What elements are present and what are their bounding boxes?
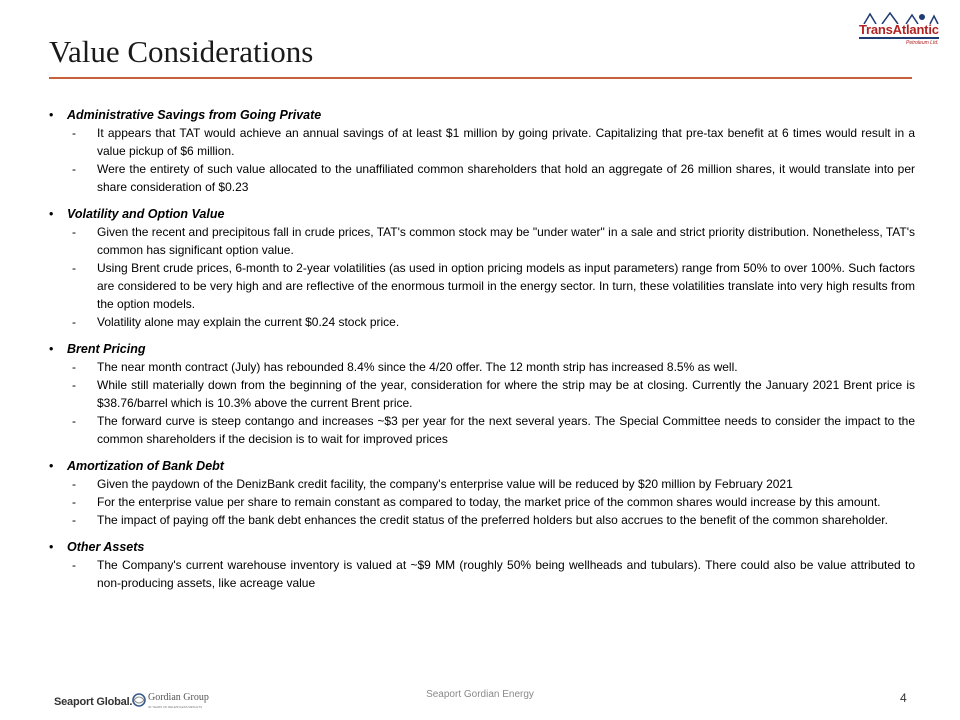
dash-icon: - xyxy=(72,477,76,491)
list-item xyxy=(49,223,915,259)
list-item xyxy=(49,259,915,313)
logo-name: TransAtlantic xyxy=(859,22,939,37)
seaport-global-logo: Seaport Global. xyxy=(54,696,133,708)
list-item-text: The forward curve is steep contango and increases ~$3 per year for the next several years. The Special Committee needs to consider the impact to the common shareholders if the decision is to wait for improved prices xyxy=(97,414,915,446)
section-heading-text: Other Assets xyxy=(67,540,145,554)
gordian-group-logo: Gordian Group xyxy=(148,692,209,703)
list-item xyxy=(49,160,915,196)
list-item-text: The impact of paying off the bank debt enhances the credit status of the preferred holders but also accrues to the benefit of the common shareholder. xyxy=(97,513,888,527)
bullet-icon: • xyxy=(49,459,54,473)
footer-text: Seaport Gordian Energy xyxy=(426,689,534,700)
section-heading xyxy=(49,205,915,223)
list-item-text: For the enterprise value per share to remain constant as compared to today, the market price of the common shares would increase by this amount. xyxy=(97,495,881,509)
section-heading xyxy=(49,106,915,124)
bullet-icon: • xyxy=(49,540,54,554)
list-item xyxy=(49,358,915,376)
dash-icon: - xyxy=(72,360,76,374)
list-item xyxy=(49,376,915,412)
section xyxy=(49,538,915,592)
section xyxy=(49,340,915,448)
section-heading-text: Amortization of Bank Debt xyxy=(67,459,224,473)
section xyxy=(49,457,915,529)
gordian-tagline: 30 YEARS OF RELENTLESS RESULTS xyxy=(148,705,203,709)
dash-icon: - xyxy=(72,558,76,572)
dash-icon: - xyxy=(72,513,76,527)
list-item-text: Were the entirety of such value allocated to the unaffiliated common shareholders that hold an aggregate of 26 million shares, it would translate into per share consideration of $0.23 xyxy=(97,162,915,194)
list-item-text: Using Brent crude prices, 6-month to 2-year volatilities (as used in option pricing models as input parameters) range from 50% to over 100%. Such factors are considered to be very high and are reflective of the enormous turmoil in the energy sector. In turn, these volatilities translate into very high results from the option models. xyxy=(97,261,915,311)
page-title: Value Considerations xyxy=(49,34,314,69)
list-item-text: Given the recent and precipitous fall in crude prices, TAT's common stock may be "under water" in a sale and strict priority distribution. Nonetheless, TAT's common has significant option value. xyxy=(97,225,915,257)
dash-icon: - xyxy=(72,315,76,329)
dash-icon: - xyxy=(72,378,76,392)
section-heading-text: Brent Pricing xyxy=(67,342,146,356)
dash-icon: - xyxy=(72,162,76,176)
section-heading xyxy=(49,538,915,556)
list-item-text: Volatility alone may explain the current $0.24 stock price. xyxy=(97,315,400,329)
logo-subtitle: Petroleum Ltd. xyxy=(906,40,939,46)
list-item xyxy=(49,556,915,592)
list-item xyxy=(49,313,915,331)
list-item-text: While still materially down from the beginning of the year, consideration for where the strip may be at closing. Currently the January 2021 Brent price is $38.76/barrel which is 10.3% above the current Brent price. xyxy=(97,378,915,410)
dash-icon: - xyxy=(72,261,76,275)
list-item xyxy=(49,412,915,448)
list-item-text: It appears that TAT would achieve an annual savings of at least $1 million by going private. Capitalizing that pre-tax benefit at 6 times would result in a value pickup of $6 million. xyxy=(97,126,915,158)
dash-icon: - xyxy=(72,225,76,239)
list-item xyxy=(49,493,915,511)
bullet-icon: • xyxy=(49,207,54,221)
content-body xyxy=(49,106,915,601)
section-heading xyxy=(49,340,915,358)
section-heading xyxy=(49,457,915,475)
dash-icon: - xyxy=(72,495,76,509)
page-number: 4 xyxy=(900,691,907,705)
list-item-text: The near month contract (July) has rebounded 8.4% since the 4/20 offer. The 12 month strip has increased 8.5% as well. xyxy=(97,360,738,374)
transatlantic-logo xyxy=(846,12,946,46)
bullet-icon: • xyxy=(49,342,54,356)
list-item xyxy=(49,511,915,529)
list-item xyxy=(49,475,915,493)
section xyxy=(49,106,915,196)
title-divider xyxy=(49,77,912,79)
list-item xyxy=(49,124,915,160)
bullet-icon: • xyxy=(49,108,54,122)
section xyxy=(49,205,915,331)
section-heading-text: Volatility and Option Value xyxy=(67,207,225,221)
section-heading-text: Administrative Savings from Going Private xyxy=(67,108,322,122)
dash-icon: - xyxy=(72,126,76,140)
list-item-text: Given the paydown of the DenizBank credit facility, the company's enterprise value will be reduced by $20 million by February 2021 xyxy=(97,477,793,491)
dash-icon: - xyxy=(72,414,76,428)
list-item-text: The Company's current warehouse inventory is valued at ~$9 MM (roughly 50% being wellheads and tubulars). There could also be value attributed to non-producing assets, like acreage value xyxy=(97,558,915,590)
